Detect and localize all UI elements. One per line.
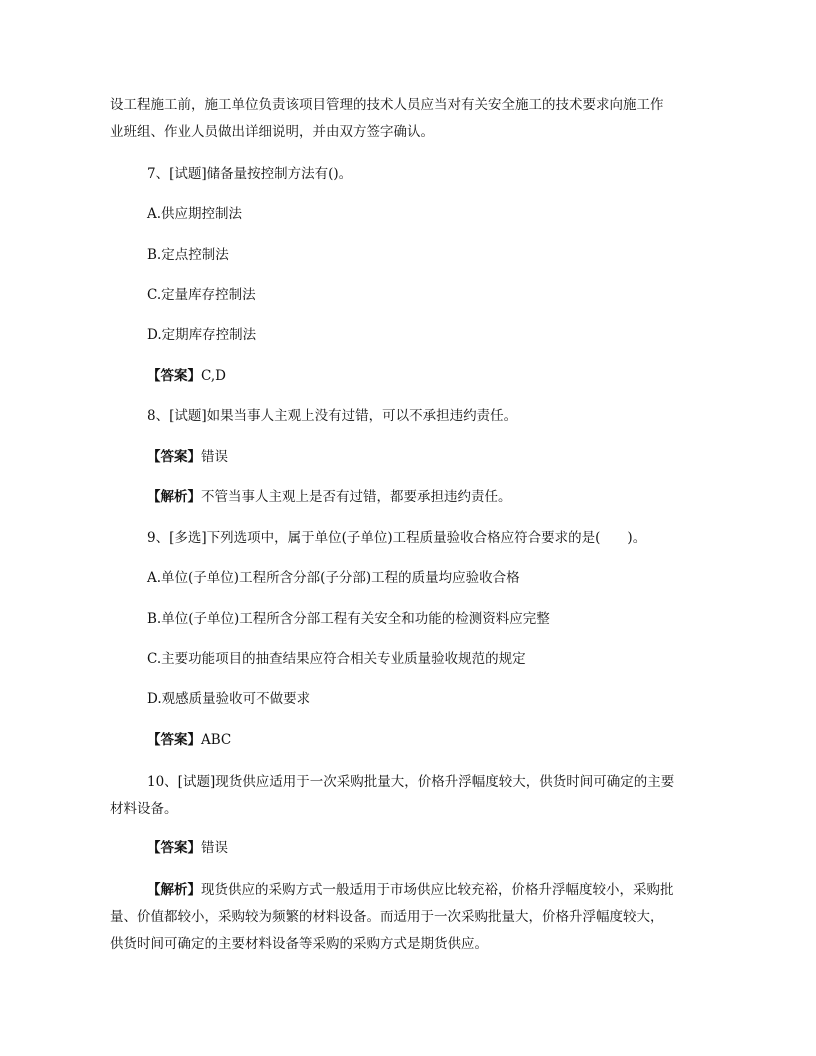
q10-analysis-line-2: 量、价值都较小，采购较为频繁的材料设备。而适用于一次采购批量大，价格升浮幅度较大， bbox=[110, 909, 664, 925]
q7-option-b: B.定点控制法 bbox=[147, 247, 229, 263]
q9-option-a: A.单位(子单位)工程所含分部(子分部)工程的质量均应验收合格 bbox=[147, 570, 520, 586]
q9-answer bbox=[147, 730, 231, 750]
q10-answer bbox=[147, 838, 228, 858]
answer-value: 错误 bbox=[201, 449, 228, 465]
question-8: 8、[试题]如果当事人主观上没有过错，可以不承担违约责任。 bbox=[147, 408, 518, 424]
answer-value: 错误 bbox=[201, 840, 228, 856]
question-10-line-1: 10、[试题]现货供应适用于一次采购批量大，价格升浮幅度较大，供货时间可确定的主要 bbox=[147, 774, 675, 790]
q9-option-d: D.观感质量验收可不做要求 bbox=[147, 691, 311, 707]
q9-option-c: C.主要功能项目的抽查结果应符合相关专业质量验收规范的规定 bbox=[147, 651, 526, 667]
q10-analysis-line-3: 供货时间可确定的主要材料设备等采购的采购方式是期货供应。 bbox=[110, 936, 488, 952]
answer-label: 【答案】 bbox=[147, 449, 201, 465]
q7-answer bbox=[147, 366, 226, 386]
answer-value: ABC bbox=[201, 732, 232, 748]
analysis-value: 不管当事人主观上是否有过错，都要承担违约责任。 bbox=[201, 489, 512, 505]
question-7: 7、[试题]储备量按控制方法有()。 bbox=[147, 166, 353, 182]
answer-label: 【答案】 bbox=[147, 840, 201, 856]
q8-analysis bbox=[147, 487, 512, 507]
q8-answer bbox=[147, 447, 228, 467]
q9-option-b: B.单位(子单位)工程所含分部工程有关安全和功能的检测资料应完整 bbox=[147, 611, 550, 627]
analysis-label: 【解析】 bbox=[147, 489, 201, 505]
question-10-line-2: 材料设备。 bbox=[110, 801, 178, 817]
q7-option-a: A.供应期控制法 bbox=[147, 206, 243, 222]
q10-analysis-line-1 bbox=[147, 880, 674, 900]
answer-label: 【答案】 bbox=[147, 732, 201, 748]
q7-option-c: C.定量库存控制法 bbox=[147, 287, 256, 303]
intro-text-line-2: 业班组、作业人员做出详细说明，并由双方签字确认。 bbox=[110, 124, 434, 140]
question-9: 9、[多选]下列选项中，属于单位(子单位)工程质量验收合格应符合要求的是( )。 bbox=[147, 530, 647, 546]
intro-text-line-1: 设工程施工前，施工单位负责该项目管理的技术人员应当对有关安全施工的技术要求向施工作 bbox=[110, 97, 664, 113]
answer-label: 【答案】 bbox=[147, 368, 201, 384]
q7-option-d: D.定期库存控制法 bbox=[147, 327, 257, 343]
analysis-value: 现货供应的采购方式一般适用于市场供应比较充裕，价格升浮幅度较小，采购批 bbox=[201, 882, 674, 898]
analysis-label: 【解析】 bbox=[147, 882, 201, 898]
answer-value: C,D bbox=[201, 368, 226, 384]
